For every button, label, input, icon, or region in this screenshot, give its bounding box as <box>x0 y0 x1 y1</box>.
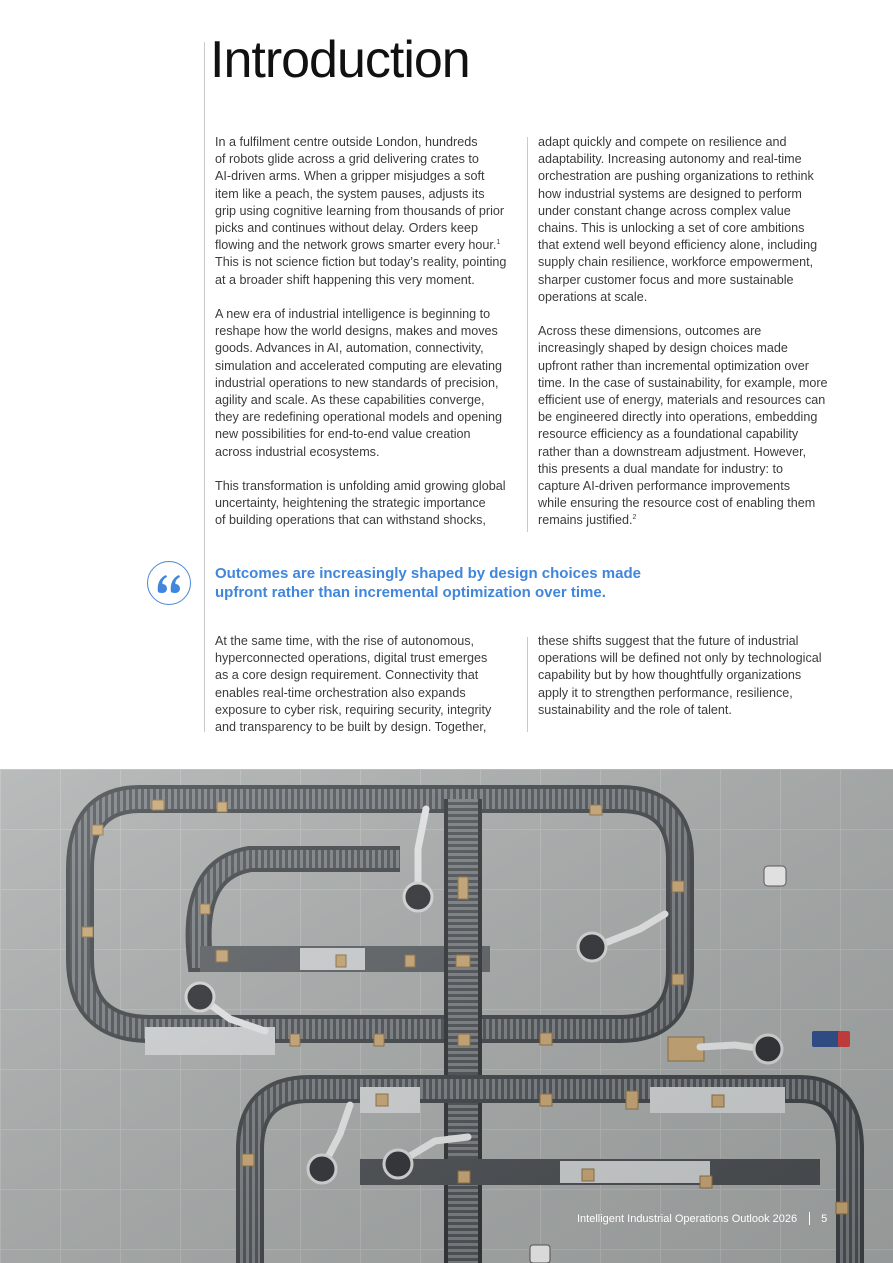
body-column-1 <box>215 134 520 530</box>
paragraph-6: At the same time, with the rise of autonomous, hyperconnected operations, digital trust emerges as a core design requirement. Connectivity that enables real-time orchestration also expands exposure to cyber risk, requiring security, integrity and transparency to be built by design. Together, <box>215 634 492 735</box>
paragraph-4: adapt quickly and compete on resilience and adaptability. Increasing autonomy and real-time orchestration are pushing organizations to rethink how industrial systems are designed to perform under constant change across complex value chains. This is unlocking a set of core ambitions that extend well beyond efficiency alone, including supply chain resilience, workforce empowerment, sharper customer focus and more sustainable operations at scale. <box>538 135 818 304</box>
page-title: Introduction <box>210 31 470 89</box>
page-footer <box>577 1212 827 1225</box>
body-column-3 <box>215 633 520 736</box>
column-divider-top <box>527 137 528 532</box>
report-title: Intelligent Industrial Operations Outlook 2026 <box>577 1212 798 1225</box>
paragraph-7: these shifts suggest that the future of industrial operations will be defined not only by technological capability but by how thoughtfully organizations apply it to strengthen performance, resilience, sustainability and the role of talent. <box>538 634 822 717</box>
footnote-ref-1[interactable]: 1 <box>496 239 501 247</box>
pull-quote: Outcomes are increasingly shaped by design choices made upfront rather than incremental optimization over time. <box>215 565 641 601</box>
title-rule <box>204 42 205 732</box>
body-column-4 <box>538 633 843 719</box>
body-column-2 <box>538 134 843 530</box>
footnote-ref-2[interactable]: 2 <box>632 514 637 522</box>
paragraph-1: In a fulfilment centre outside London, hundreds of robots glide across a grid delivering crates to AI-driven arms. When a gripper misjudges a soft item like a peach, the system pauses, adjusts its grip using cognitive learning from thousands of prior picks and continues without delay. Orders keep flowing and the network grows smarter every hour.$^1$ This is not science fiction but today’s reality, pointing at a broader shift happening this very moment. <box>215 135 507 287</box>
quote-icon <box>147 561 191 605</box>
warehouse-aerial-photo <box>0 769 893 1263</box>
footer-separator <box>809 1212 810 1225</box>
paragraph-3: This transformation is unfolding amid growing global uncertainty, heightening the strategic importance of building operations that can withstand shocks, <box>215 479 506 528</box>
paragraph-5: Across these dimensions, outcomes are increasingly shaped by design choices made upfront rather than incremental optimization over time. In the case of sustainability, for example, more efficient use of energy, materials and resources can be engineered directly into operations, embedding resource efficiency as a foundational capability rather than a downstream adjustment. However, this presents a dual mandate for industry: to capture AI-driven performance improvements while ensuring the resource cost of enabling them remains justified.$^2$ <box>538 324 828 528</box>
paragraph-2: A new era of industrial intelligence is beginning to reshape how the world designs, makes and moves goods. Advances in AI, automation, connectivity, simulation and accelerated computing are elevating industrial operations to new standards of precision, agility and scale. As these capabilities converge, they are redefining operational models and opening new possibilities for end-to-end value creation across industrial ecosystems. <box>215 307 503 459</box>
page-number: 5 <box>821 1212 828 1225</box>
column-divider-bottom <box>527 637 528 732</box>
